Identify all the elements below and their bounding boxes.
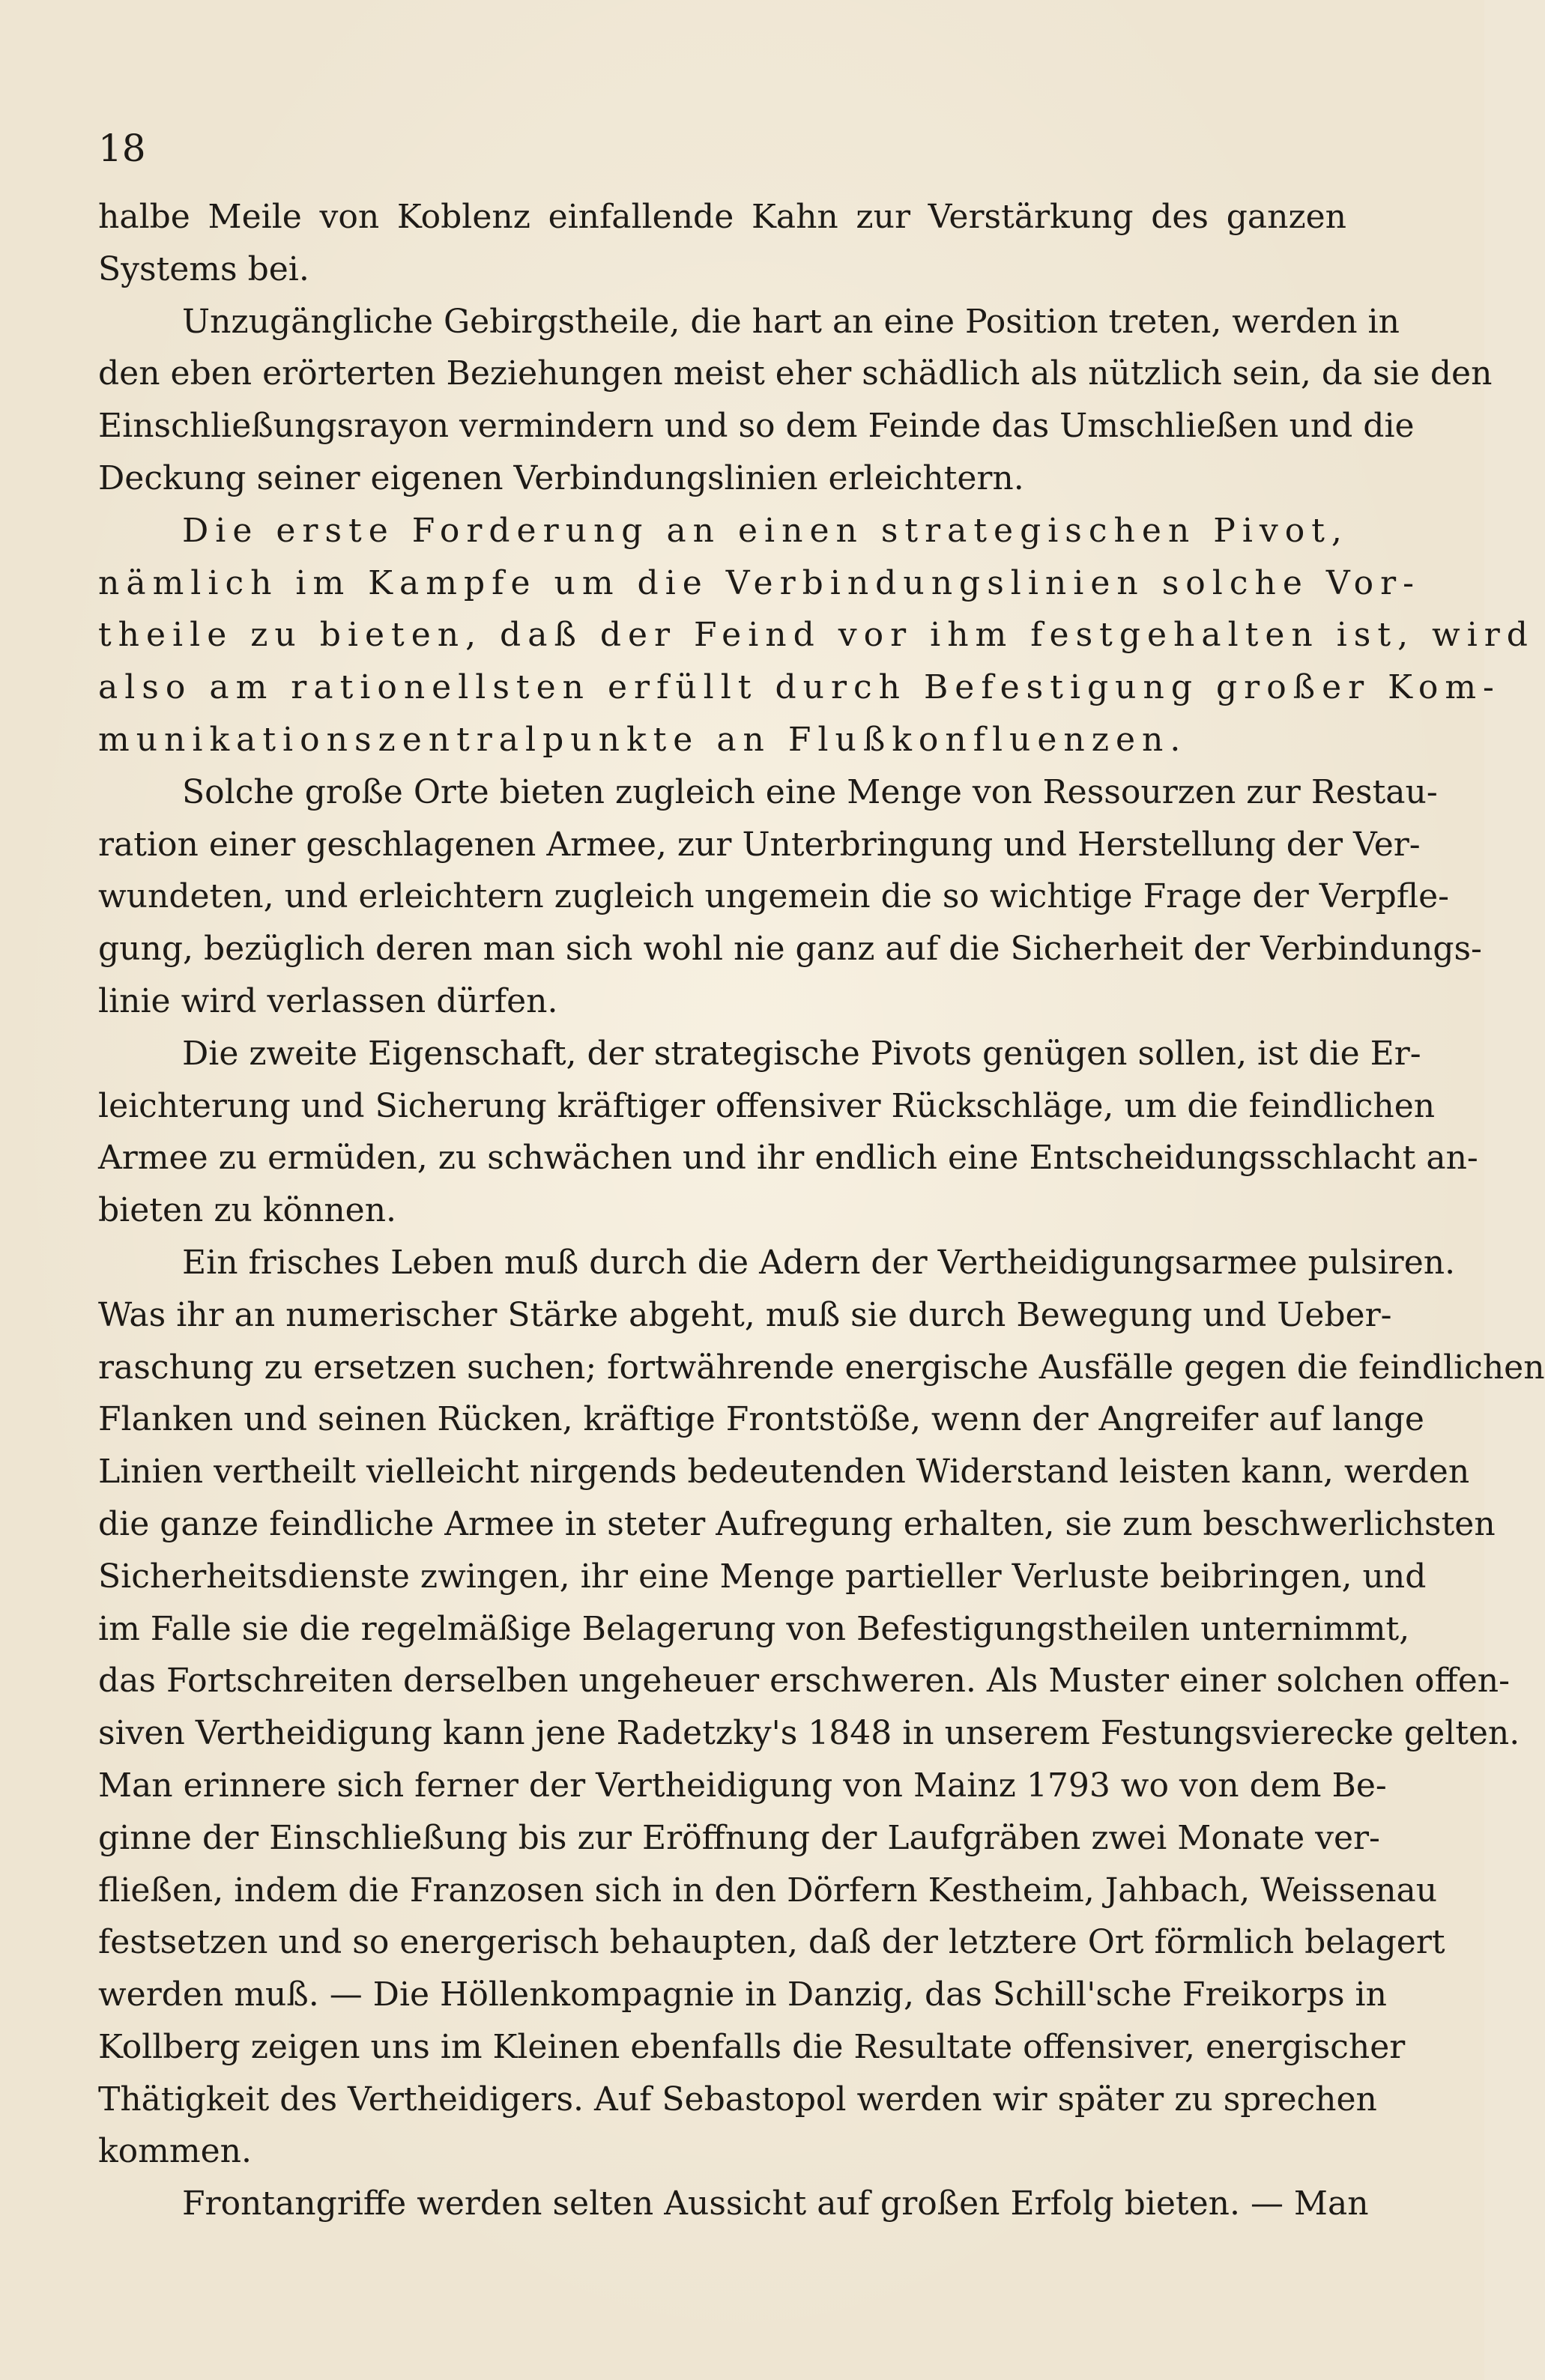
text-line: werden muß. — Die Höllenkompagnie in Danzig, das Schill'sche Freikorps in — [98, 1975, 1387, 2014]
text-line: ginne der Einschließung bis zur Eröffnung der Laufgräben zwei Monate ver- — [98, 1818, 1380, 1857]
page-number: 18 — [98, 127, 146, 170]
body-text — [98, 191, 1545, 2230]
text-line: nämlich im Kampfe um die Verbindungslinien solche Vor- — [98, 563, 1421, 602]
text-line: Sicherheitsdienste zwingen, ihr eine Menge partieller Verluste beibringen, und — [98, 1557, 1427, 1596]
text-line: kommen. — [98, 2132, 252, 2171]
text-line: Man erinnere sich ferner der Vertheidigung von Mainz 1793 wo von dem Be- — [98, 1766, 1387, 1805]
text-line: bieten zu können. — [98, 1191, 397, 1230]
text-line: Linien vertheilt vielleicht nirgends bedeutenden Widerstand leisten kann, werden — [98, 1453, 1470, 1492]
text-line: Frontangriffe werden selten Aussicht auf großen Erfolg bieten. — Man — [182, 2184, 1369, 2223]
text-line: raschung zu ersetzen suchen; fortwährende energische Ausfälle gegen die feindlichen — [98, 1348, 1545, 1387]
text-line: ration einer geschlagenen Armee, zur Unterbringung und Herstellung der Ver- — [98, 825, 1421, 864]
text-line: fließen, indem die Franzosen sich in den Dörfern Kestheim, Jahbach, Weissenau — [98, 1871, 1438, 1910]
text-line: Kollberg zeigen uns im Kleinen ebenfalls die Resultate offensiver, energischer — [98, 2027, 1406, 2066]
text-line: halbe Meile von Koblenz einfallende Kahn zur Verstärkung des ganzen — [98, 198, 1346, 236]
text-line: Deckung seiner eigenen Verbindungslinien erleichtern. — [98, 458, 1024, 497]
text-line: den eben erörterten Beziehungen meist eher schädlich als nützlich sein, da sie den — [98, 354, 1493, 393]
text-line: theile zu bieten, daß der Feind vor ihm festgehalten ist, wird — [98, 616, 1535, 655]
text-line: linie wird verlassen dürfen. — [98, 981, 558, 1020]
text-line: wundeten, und erleichtern zugleich ungemein die so wichtige Frage der Verpfle- — [98, 877, 1450, 916]
text-line: das Fortschreiten derselben ungeheuer erschweren. Als Muster einer solchen offen- — [98, 1662, 1510, 1701]
text-line: Die zweite Eigenschaft, der strategische Pivots genügen sollen, ist die Er- — [182, 1034, 1421, 1073]
text-line: Ein frisches Leben muß durch die Adern der Vertheidigungsarmee pulsiren. — [182, 1243, 1456, 1282]
text-line: festsetzen und so energerisch behaupten, daß der letztere Ort förmlich belagert — [98, 1923, 1445, 1962]
text-line: Solche große Orte bieten zugleich eine Menge von Ressourzen zur Restau- — [182, 772, 1438, 811]
text-line: munikationszentralpunkte an Flußkonfluenzen. — [98, 720, 1188, 759]
text-line: Thätigkeit des Vertheidigers. Auf Sebastopol werden wir später zu sprechen — [98, 2080, 1377, 2119]
text-line: leichterung und Sicherung kräftiger offensiver Rückschläge, um die feindlichen — [98, 1086, 1436, 1125]
text-line: gung, bezüglich deren man sich wohl nie ganz auf die Sicherheit der Verbindungs- — [98, 930, 1482, 969]
text-line: Systems bei. — [98, 249, 309, 288]
text-line: Was ihr an numerischer Stärke abgeht, muß sie durch Bewegung und Ueber- — [98, 1295, 1392, 1334]
text-line: siven Vertheidigung kann jene Radetzky's 1848 in unserem Festungsvierecke gelten. — [98, 1714, 1520, 1753]
text-line: also am rationellsten erfüllt durch Befestigung großer Kom- — [98, 668, 1501, 707]
text-line: Die erste Forderung an einen strategischen Pivot, — [182, 511, 1349, 550]
text-line: Armee zu ermüden, zu schwächen und ihr endlich eine Entscheidungsschlacht an- — [98, 1139, 1478, 1178]
text-line: die ganze feindliche Armee in steter Aufregung erhalten, sie zum beschwerlichsten — [98, 1504, 1496, 1543]
text-line: Unzugängliche Gebirgstheile, die hart an eine Position treten, werden in — [182, 302, 1400, 341]
text-line: im Falle sie die regelmäßige Belagerung von Befestigungstheilen unternimmt, — [98, 1609, 1410, 1648]
text-line: Flanken und seinen Rücken, kräftige Frontstöße, wenn der Angreifer auf lange — [98, 1400, 1424, 1439]
text-line: Einschließungsrayon vermindern und so dem Feinde das Umschließen und die — [98, 407, 1415, 446]
